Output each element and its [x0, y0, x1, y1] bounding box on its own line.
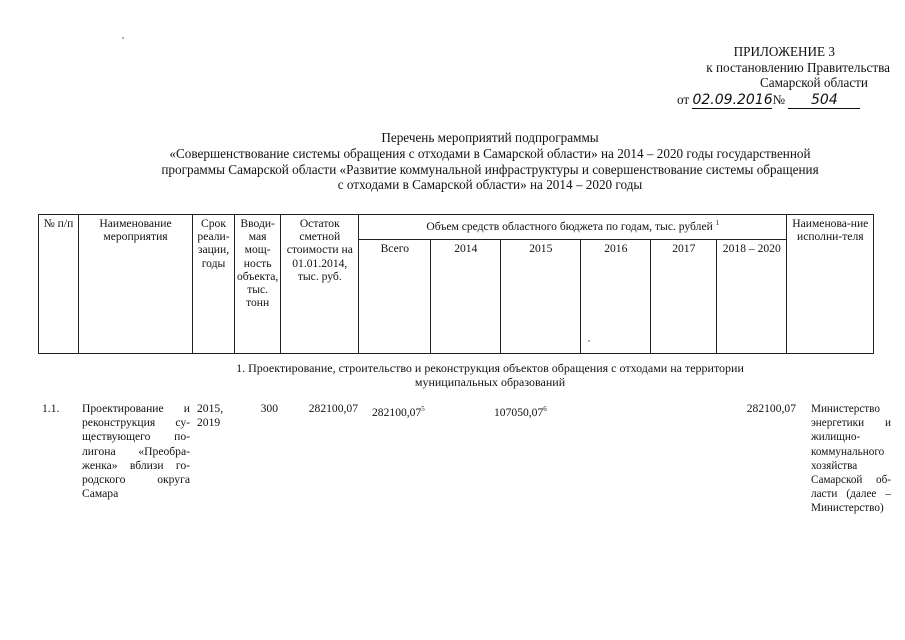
document-title — [60, 130, 905, 193]
row-residual: 282100,07 — [308, 402, 358, 415]
appendix-date-line — [677, 92, 860, 109]
appendix-resolution: к постановлению Правительства — [706, 59, 890, 75]
row-2018-2020: 282100,07 — [746, 402, 796, 415]
scan-speck — [122, 37, 124, 39]
row-2015: 107050,07$^6$ — [494, 405, 547, 419]
header-term: Срок реали-зации, годы — [193, 215, 235, 354]
header-2016: 2016 — [581, 240, 651, 354]
appendix-header — [600, 44, 890, 91]
header-2014: 2014 — [431, 240, 501, 354]
row-executor: Министерство энергетики и жилищно-коммунального хозяйства Самарской об-ласти (далее – Министерство) — [811, 403, 891, 515]
header-num: № п/п — [39, 215, 79, 354]
row-2015-footnote: 6 — [543, 405, 547, 413]
row-total-footnote: 5 — [421, 405, 425, 413]
row-num: 1.1. — [42, 402, 60, 415]
header-budget-group — [359, 215, 787, 240]
row-total: 282100,07$^5$ — [372, 405, 425, 419]
header-2018-2020: 2018 – 2020 — [717, 240, 787, 354]
scan-speck — [588, 340, 590, 342]
budget-group-label: Объем средств областного бюджета по годам, тыс. рублей — [426, 219, 713, 233]
section-heading — [150, 361, 830, 389]
title-line-3: программы Самарской области «Развитие коммунальной инфраструктуры и совершенствование системы обращения — [161, 161, 819, 177]
appendix-region: Самарской области — [760, 75, 868, 90]
row-capacity: 300 — [260, 402, 278, 415]
header-residual: Остаток сметной стоимости на 01.01.2014, тыс. руб. — [281, 215, 359, 354]
section-line-1: 1. Проектирование, строительство и реконструкция объектов обращения с отходами на территории — [236, 361, 744, 375]
handwritten-date: 02.09.2016 — [692, 92, 773, 108]
appendix-title: ПРИЛОЖЕНИЕ 3 — [733, 44, 835, 59]
title-line-1: Перечень мероприятий подпрограммы — [381, 130, 599, 145]
header-capacity: Вводи-мая мощ-ность объекта, тыс. тонн — [235, 215, 281, 354]
header-name: Наименование мероприятия — [79, 215, 193, 354]
row-name: Проектирование и реконструкция су-ществующего по-лигона «Преобра-женка» вблизи го-родского округа Самара — [82, 402, 190, 501]
title-line-2: «Совершенствование системы обращения с отходами в Самарской области» на 2014 – 2020 годы государственной — [169, 145, 811, 161]
number-label: № — [772, 92, 786, 107]
section-line-2: муниципальных образований — [414, 375, 566, 389]
header-2017: 2017 — [651, 240, 717, 354]
handwritten-number: 504 — [811, 92, 838, 108]
date-prefix: от — [677, 92, 690, 107]
row-term: 2015, 2019 — [197, 402, 224, 430]
title-line-4: с отходами в Самарской области» на 2014 – 2020 годы — [337, 177, 643, 193]
header-executor: Наименова-ние исполни-теля — [787, 215, 874, 354]
header-2015: 2015 — [501, 240, 581, 354]
budget-footnote-mark: 1 — [715, 219, 720, 227]
measures-table-header — [38, 214, 874, 354]
header-total: Всего — [359, 240, 431, 354]
